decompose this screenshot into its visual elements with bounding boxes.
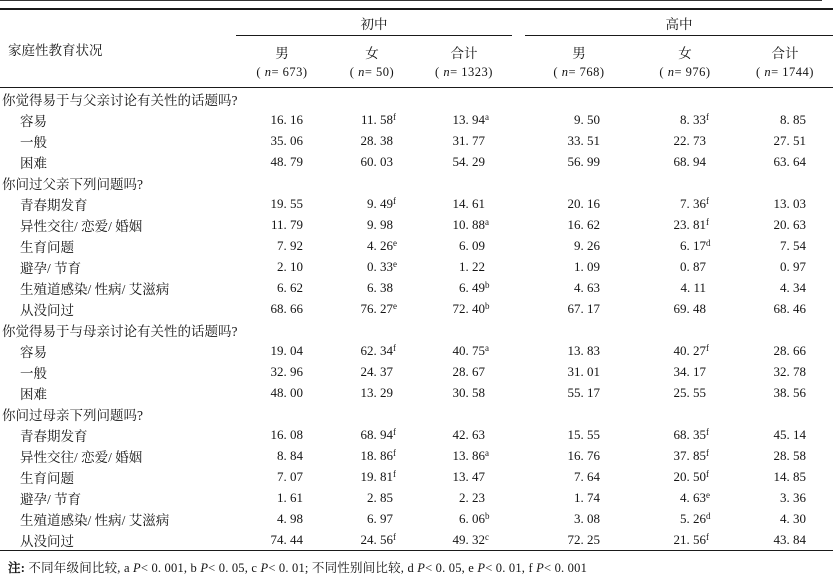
col-label: 合计 <box>771 46 799 61</box>
row-label: 从没问过 <box>0 529 236 551</box>
cell-value: 13. 03 <box>773 195 806 211</box>
cell-value: 0. 33e <box>367 258 397 274</box>
cell-value: 1. 74 <box>574 489 600 505</box>
cell-value: 13. 94$^a$ <box>452 111 489 127</box>
cell-value: 4. 11 <box>680 279 706 295</box>
cell-value: 7. 54 <box>780 237 806 253</box>
cell-value: 6. 09 <box>459 237 485 253</box>
table-row <box>0 382 833 403</box>
cell-value: 24. 56$^f$ <box>328 529 416 551</box>
cell-value: 27. 51 <box>773 132 806 148</box>
cell-value: 20. 50$^f$ <box>673 468 709 484</box>
cell-value: 35. 06 <box>270 132 303 148</box>
cell-value: 68. 35$^f$ <box>673 426 709 442</box>
row-label: 生育问题 <box>20 470 74 486</box>
cell-value: 76. 27e <box>360 300 397 316</box>
cell-value: 68. 46 <box>773 300 806 316</box>
cell-value: 11. 79 <box>270 216 303 232</box>
col-label: 男 <box>275 46 289 61</box>
section-header: 你觉得易于与母亲讨论有关性的话题吗? <box>2 323 238 339</box>
row-label: 从没问过 <box>20 302 74 318</box>
cell-value: 9. 26 <box>574 237 600 253</box>
row-label: 生殖道感染/ 性病/ 艾滋病 <box>20 281 170 297</box>
cell-value: 25. 55 <box>673 384 706 400</box>
table-row <box>0 424 833 445</box>
cell-value: 28. 66 <box>773 342 806 358</box>
cell-value: 28. 38 <box>360 132 393 148</box>
cell-value: 43. 84 <box>737 529 833 551</box>
table-row <box>0 529 833 551</box>
family-sex-education-table <box>0 8 833 551</box>
cell-value: 18. 86$^f$ <box>360 447 396 463</box>
cell-value: 7. 36$^f$ <box>680 195 709 211</box>
table-row <box>0 361 833 382</box>
column-gap <box>512 298 525 319</box>
cell-value: 3. 36 <box>780 489 806 505</box>
section-header-row <box>0 319 833 340</box>
table-row <box>0 340 833 361</box>
table-row <box>0 277 833 298</box>
cell-value: 8. 84 <box>277 447 303 463</box>
group-header-junior: 初中 <box>236 9 512 36</box>
stub-header: 家庭性教育状况 <box>0 9 236 88</box>
cell-value: 4. 63e <box>680 489 710 505</box>
cell-value: 31. 77 <box>452 132 485 148</box>
cell-value: 19. 81$^f$ <box>360 468 396 484</box>
col-header-senior-total <box>737 36 833 88</box>
column-gap <box>512 109 525 130</box>
column-gap <box>512 340 525 361</box>
cell-value: 63. 64 <box>773 153 806 169</box>
col-header-senior-male <box>525 36 633 88</box>
row-label: 青春期发育 <box>20 197 88 213</box>
cell-value: 8. 33$^f$ <box>680 111 709 127</box>
cell-value: 62. 34$^f$ <box>360 342 396 358</box>
footnote-prefix: 注: <box>8 561 26 575</box>
table-row <box>0 508 833 529</box>
cell-value: 4. 63 <box>574 279 600 295</box>
cell-value: 7. 07 <box>277 468 303 484</box>
cell-value: 13. 86$^a$ <box>452 447 489 463</box>
table-row <box>0 109 833 130</box>
cell-value: 16. 08 <box>270 426 303 442</box>
row-label: 生殖道感染/ 性病/ 艾滋病 <box>20 512 170 528</box>
section-header: 你问过母亲下列问题吗? <box>2 407 143 423</box>
col-sample-size: ( n= 50) <box>349 65 395 79</box>
column-gap <box>512 151 525 172</box>
cell-value: 37. 85$^f$ <box>673 447 709 463</box>
cell-value: 40. 75$^a$ <box>452 342 489 358</box>
cell-value: 68. 94$^f$ <box>360 426 396 442</box>
cell-value: 56. 99 <box>567 153 600 169</box>
cell-value: 3. 08 <box>574 510 600 526</box>
cell-value: 72. 40$^b$ <box>452 300 490 316</box>
cell-value: 33. 51 <box>567 132 600 148</box>
cell-value: 48. 79 <box>270 153 303 169</box>
row-label: 困难 <box>20 386 47 402</box>
cell-value: 16. 16 <box>270 111 303 127</box>
table-row <box>0 487 833 508</box>
row-label: 一般 <box>20 365 47 381</box>
cell-value: 19. 04 <box>270 342 303 358</box>
column-gap <box>512 529 525 551</box>
section-header-row <box>0 403 833 424</box>
cell-value: 4. 30 <box>780 510 806 526</box>
group-header-senior: 高中 <box>525 9 833 36</box>
cell-value: 13. 47 <box>452 468 485 484</box>
table-row <box>0 130 833 151</box>
table-row <box>0 445 833 466</box>
cell-value: 60. 03 <box>360 153 393 169</box>
row-label: 生育问题 <box>20 239 74 255</box>
cell-value: 13. 83 <box>567 342 600 358</box>
table-row <box>0 235 833 256</box>
column-gap <box>512 361 525 382</box>
cell-value: 0. 97 <box>780 258 806 274</box>
row-label: 容易 <box>20 113 47 129</box>
col-header-junior-male <box>236 36 328 88</box>
col-header-junior-female <box>328 36 416 88</box>
cell-value: 6. 62 <box>277 279 303 295</box>
cell-value: 16. 76 <box>567 447 600 463</box>
row-label: 避孕/ 节育 <box>20 491 82 507</box>
cell-value: 7. 64 <box>574 468 600 484</box>
row-label: 避孕/ 节育 <box>20 260 82 276</box>
cell-value: 45. 14 <box>773 426 806 442</box>
column-gap <box>512 424 525 445</box>
col-header-senior-female <box>633 36 737 88</box>
row-label: 一般 <box>20 134 47 150</box>
cell-value: 2. 23 <box>459 489 485 505</box>
row-label: 异性交往/ 恋爱/ 婚姻 <box>20 218 143 234</box>
footnote-text: 不同年级间比较, a P< 0. 001, b P< 0. 05, c P< 0. 01; 不同性别间比较, d P< 0. 05, e P< 0. 01, f P< 0. 001 <box>25 561 588 575</box>
table-row <box>0 466 833 487</box>
cell-value: 7. 92 <box>277 237 303 253</box>
cell-value: 1. 09 <box>574 258 600 274</box>
col-sample-size: ( n= 673) <box>256 65 308 79</box>
cell-value: 49. 32$^c$ <box>416 529 512 551</box>
cell-value: 23. 81$^f$ <box>673 216 709 232</box>
table-row <box>0 193 833 214</box>
cell-value: 4. 98 <box>277 510 303 526</box>
cell-value: 6. 06$^b$ <box>459 510 490 526</box>
table-header <box>0 9 833 88</box>
cell-value: 21. 56$^f$ <box>633 529 737 551</box>
cell-value: 9. 50 <box>574 111 600 127</box>
col-label: 合计 <box>450 46 478 61</box>
cell-value: 68. 94 <box>673 153 706 169</box>
table-row <box>0 151 833 172</box>
cell-value: 28. 58 <box>773 447 806 463</box>
cell-value: 38. 56 <box>773 384 806 400</box>
col-label: 男 <box>572 46 586 61</box>
col-sample-size: ( n= 1323) <box>435 65 493 79</box>
cell-value: 2. 10 <box>277 258 303 274</box>
top-crop-rule <box>0 0 822 1</box>
cell-value: 68. 66 <box>270 300 303 316</box>
table-row <box>0 298 833 319</box>
table-footnote <box>8 558 828 576</box>
cell-value: 6. 17$^d$ <box>680 237 711 253</box>
row-label: 容易 <box>20 344 47 360</box>
cell-value: 55. 17 <box>567 384 600 400</box>
cell-value: 10. 88$^a$ <box>452 216 489 232</box>
cell-value: 74. 44 <box>236 529 328 551</box>
column-gap <box>512 235 525 256</box>
cell-value: 1. 61 <box>277 489 303 505</box>
cell-value: 6. 38 <box>367 279 393 295</box>
column-gap <box>512 466 525 487</box>
col-sample-size: ( n= 1744) <box>756 65 814 79</box>
cell-value: 54. 29 <box>452 153 485 169</box>
column-gap <box>512 130 525 151</box>
column-gap <box>512 445 525 466</box>
table-row <box>0 256 833 277</box>
cell-value: 1. 22 <box>459 258 485 274</box>
group-header-row <box>0 9 833 36</box>
cell-value: 72. 25 <box>525 529 633 551</box>
cell-value: 22. 73 <box>673 132 706 148</box>
row-label: 异性交往/ 恋爱/ 婚姻 <box>20 449 143 465</box>
cell-value: 32. 78 <box>773 363 806 379</box>
section-header: 你问过父亲下列问题吗? <box>2 176 143 192</box>
cell-value: 31. 01 <box>567 363 600 379</box>
cell-value: 9. 49$^f$ <box>367 195 396 211</box>
col-sample-size: ( n= 976) <box>659 65 711 79</box>
row-label: 青春期发育 <box>20 428 88 444</box>
column-gap <box>512 382 525 403</box>
cell-value: 20. 63 <box>773 216 806 232</box>
cell-value: 32. 96 <box>270 363 303 379</box>
cell-value: 0. 87 <box>680 258 706 274</box>
cell-value: 67. 17 <box>567 300 600 316</box>
section-header-row <box>0 172 833 193</box>
column-gap <box>512 487 525 508</box>
cell-value: 6. 49$^b$ <box>459 279 490 295</box>
cell-value: 40. 27$^f$ <box>673 342 709 358</box>
column-gap <box>512 277 525 298</box>
column-gap <box>512 9 525 88</box>
cell-value: 11. 58$^f$ <box>360 111 396 127</box>
cell-value: 13. 29 <box>360 384 393 400</box>
column-gap <box>512 508 525 529</box>
cell-value: 4. 26e <box>367 237 397 253</box>
cell-value: 9. 98 <box>367 216 393 232</box>
cell-value: 16. 62 <box>567 216 600 232</box>
col-label: 女 <box>365 46 379 61</box>
column-gap <box>512 193 525 214</box>
cell-value: 14. 85 <box>773 468 806 484</box>
cell-value: 2. 85 <box>367 489 393 505</box>
cell-value: 4. 34 <box>780 279 806 295</box>
row-label: 困难 <box>20 155 47 171</box>
table-body <box>0 88 833 551</box>
cell-value: 8. 85 <box>780 111 806 127</box>
cell-value: 69. 48 <box>673 300 706 316</box>
column-gap <box>512 214 525 235</box>
cell-value: 34. 17 <box>673 363 706 379</box>
cell-value: 48. 00 <box>270 384 303 400</box>
cell-value: 28. 67 <box>452 363 485 379</box>
section-header: 你觉得易于与父亲讨论有关性的话题吗? <box>2 92 238 108</box>
cell-value: 15. 55 <box>567 426 600 442</box>
table-row <box>0 214 833 235</box>
cell-value: 20. 16 <box>567 195 600 211</box>
col-label: 女 <box>678 46 692 61</box>
cell-value: 19. 55 <box>270 195 303 211</box>
cell-value: 5. 26$^d$ <box>680 510 711 526</box>
section-header-row <box>0 88 833 110</box>
cell-value: 42. 63 <box>452 426 485 442</box>
col-header-junior-total <box>416 36 512 88</box>
cell-value: 14. 61 <box>452 195 485 211</box>
col-sample-size: ( n= 768) <box>553 65 605 79</box>
column-gap <box>512 256 525 277</box>
cell-value: 30. 58 <box>452 384 485 400</box>
cell-value: 24. 37 <box>360 363 393 379</box>
cell-value: 6. 97 <box>367 510 393 526</box>
